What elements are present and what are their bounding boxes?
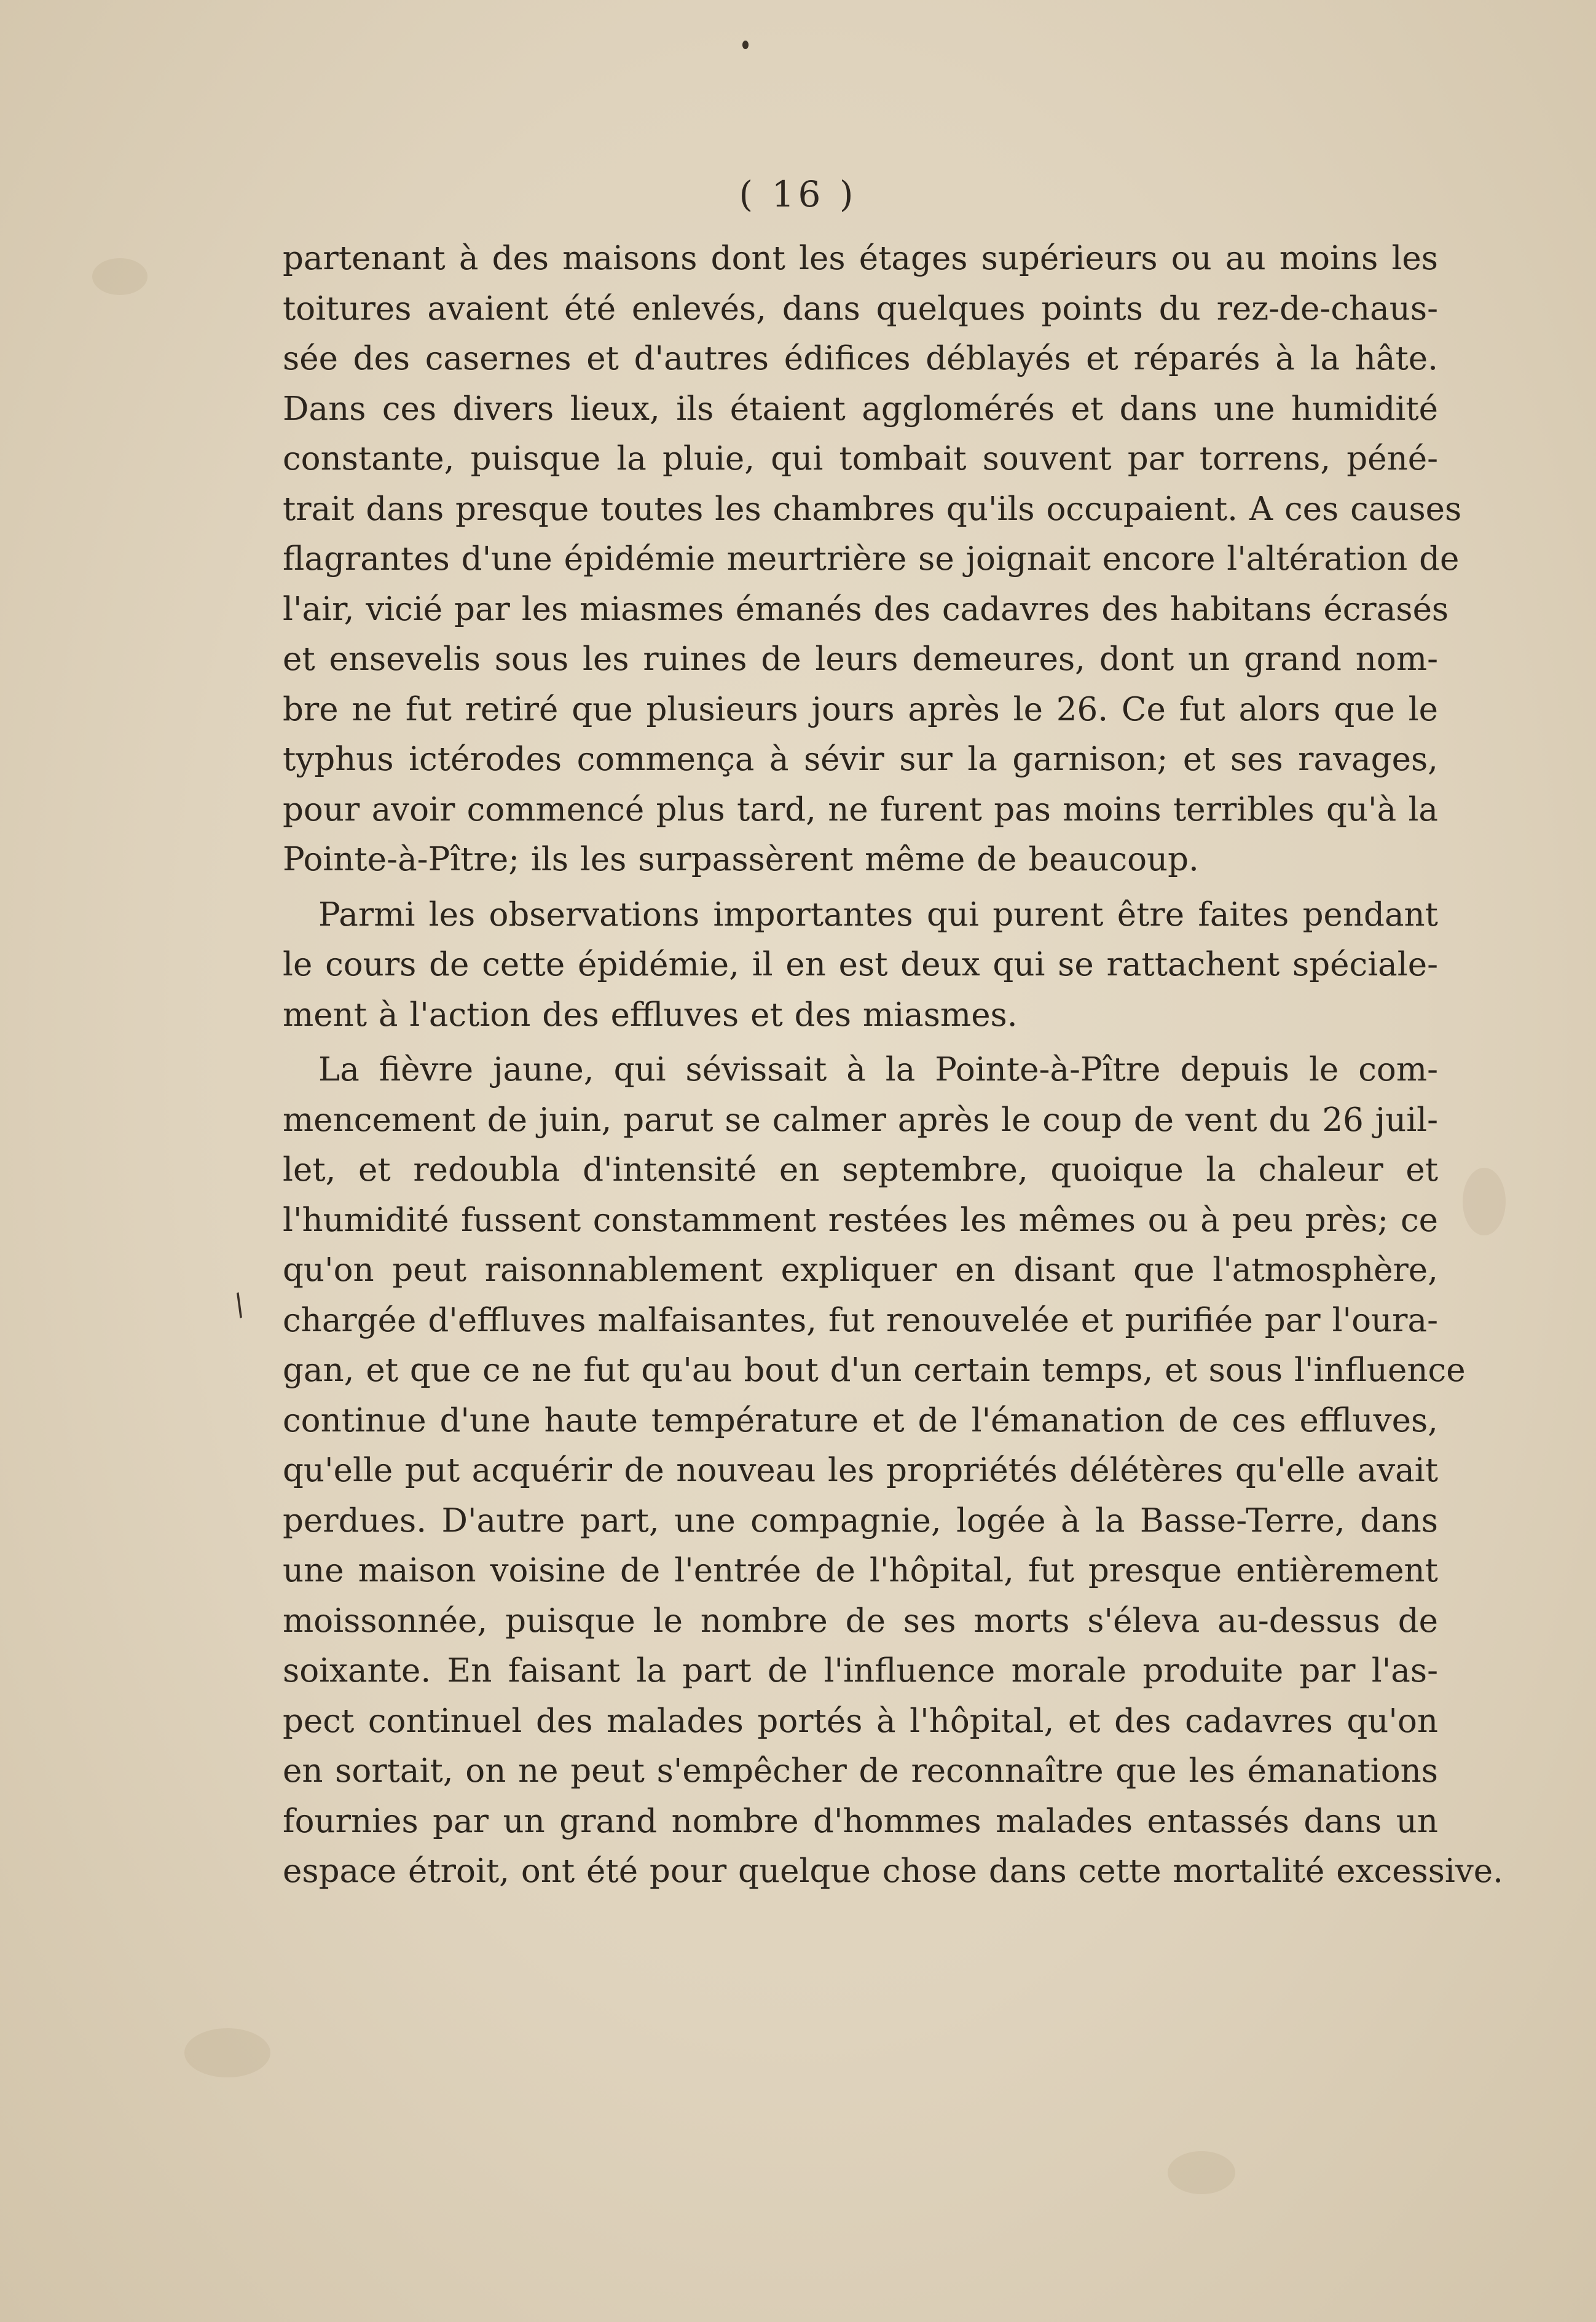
text-line: continue d'une haute température et de l'émanation de ces effluves,: [283, 1401, 1438, 1439]
paragraph: [283, 890, 1438, 1041]
text-line: l'air, vicié par les miasmes émanés des cadavres des habitans écrasés: [283, 590, 1449, 628]
text-line: pect continuel des malades portés à l'hôpital, et des cadavres qu'on: [283, 1702, 1438, 1740]
text-line: flagrantes d'une épidémie meurtrière se joignait encore l'altération de: [283, 540, 1460, 578]
text-line: perdues. D'autre part, une compagnie, logée à la Basse-Terre, dans: [283, 1501, 1438, 1540]
body-text: [283, 234, 1504, 1897]
text-line: l'humidité fussent constamment restées les mêmes ou à peu près; ce: [283, 1201, 1438, 1239]
text-line: gan, et que ce ne fut qu'au bout d'un certain temps, et sous l'influence: [283, 1352, 1466, 1389]
page-number: ( 16 ): [739, 173, 857, 215]
text-line: partenant à des maisons dont les étages supérieurs ou au moins les: [283, 240, 1438, 277]
text-line: soixante. En faisant la part de l'influence morale produite par l'as-: [283, 1652, 1438, 1690]
text-line: qu'elle put acquérir de nouveau les propriétés délétères qu'elle avait: [283, 1452, 1438, 1489]
text-line: moissonnée, puisque le nombre de ses morts s'éleva au-dessus de: [283, 1602, 1438, 1640]
paragraph: [283, 234, 1462, 885]
paper-stain: [92, 258, 147, 295]
text-line: toitures avaient été enlevés, dans quelques points du rez-de-chaus-: [283, 289, 1438, 328]
text-line: Dans ces divers lieux, ils étaient agglomérés et dans une humidité: [283, 390, 1438, 428]
text-line: let, et redoubla d'intensité en septembre, quoique la chaleur et: [283, 1151, 1438, 1189]
text-line: La fièvre jaune, qui sévissait à la Pointe-à-Pître depuis le com-: [318, 1051, 1438, 1088]
text-line: et ensevelis sous les ruines de leurs demeures, dont un grand nom-: [283, 640, 1438, 678]
text-line: Pointe-à-Pître; ils les surpassèrent même de beaucoup.: [283, 841, 1199, 878]
paper-stain: [184, 2028, 270, 2077]
text-line: le cours de cette épidémie, il en est deux qui se rattachent spéciale-: [283, 946, 1438, 983]
text-line: ment à l'action des effluves et des miasmes.: [283, 996, 1018, 1034]
text-line: chargée d'effluves malfaisantes, fut renouvelée et purifiée par l'oura-: [283, 1301, 1438, 1339]
text-line: une maison voisine de l'entrée de l'hôpital, fut presque entièrement: [283, 1552, 1438, 1589]
text-line: mencement de juin, parut se calmer après le coup de vent du 26 juil-: [283, 1101, 1439, 1139]
text-line: sée des casernes et d'autres édifices déblayés et réparés à la hâte.: [283, 340, 1438, 377]
text-line: bre ne fut retiré que plusieurs jours après le 26. Ce fut alors que le: [283, 690, 1438, 728]
ink-speck: [742, 41, 749, 49]
text-line: pour avoir commencé plus tard, ne furent pas moins terribles qu'à la: [283, 790, 1438, 828]
text-line: espace étroit, ont été pour quelque chose dans cette mortalité excessive.: [283, 1852, 1504, 1890]
text-line: constante, puisque la pluie, qui tombait souvent par torrens, péné-: [283, 440, 1438, 478]
text-line: qu'on peut raisonnablement expliquer en disant que l'atmosphère,: [283, 1251, 1438, 1289]
paper-stain: [1463, 1168, 1506, 1235]
text-line: en sortait, on ne peut s'empêcher de reconnaître que les émanations: [283, 1752, 1438, 1790]
text-line: typhus ictérodes commença à sévir sur la garnison; et ses ravages,: [283, 741, 1438, 778]
margin-pencil-mark: /: [227, 1287, 251, 1323]
text-line: trait dans presque toutes les chambres qu'ils occupaient. A ces causes: [283, 490, 1462, 528]
paragraph: [283, 1045, 1504, 1897]
paper-stain: [1168, 2151, 1235, 2194]
text-line: Parmi les observations importantes qui purent être faites pendant: [318, 895, 1438, 934]
text-line: fournies par un grand nombre d'hommes malades entassés dans un: [283, 1802, 1438, 1840]
